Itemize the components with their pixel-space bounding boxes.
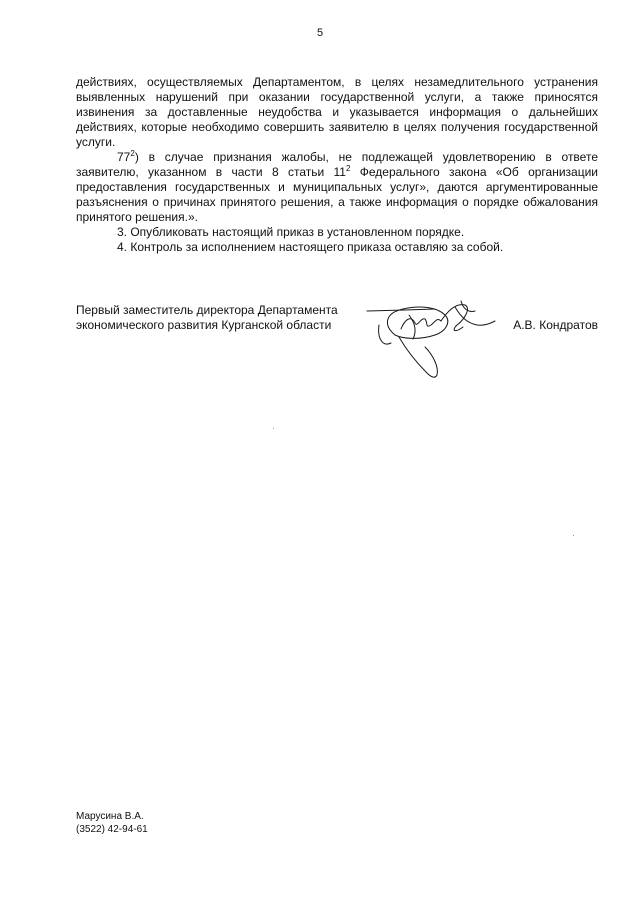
signatory-title-line1: Первый заместитель директора Департамента [76, 303, 338, 317]
item-number: 77 [117, 150, 131, 164]
document-body [76, 75, 598, 255]
item-superscript: 2 [130, 149, 135, 158]
scan-speck [573, 535, 574, 536]
signatory-title-line2: экономического развития Курганской области [76, 318, 332, 332]
paragraph-item-4: 4. Контроль за исполнением настоящего приказа оставляю за собой. [117, 240, 504, 254]
page-number: 5 [316, 27, 324, 39]
paragraph-item-3: 3. Опубликовать настоящий приказ в установленном порядке. [117, 225, 465, 239]
paragraph-item-77-2 [76, 150, 598, 225]
item-text-part1: ) в случае признания жалобы, не подлежащей удовлетворению в ответе заявителю, указанном в части 8 статьи 11 [76, 150, 598, 179]
executor-phone: (3522) 42-94-61 [76, 824, 148, 835]
article-superscript: 2 [345, 164, 351, 173]
item-text-part2: Федерального закона «Об организации предоставления государственных и муниципальных услуг», даются аргументированные разъяснения о причинах принятого решения, а также информация о порядке обжалования принятого решения.». [76, 165, 598, 224]
footer-executor [76, 810, 148, 836]
scan-speck [273, 428, 274, 429]
signatory-name: А.В. Кондратов [513, 318, 598, 332]
executor-name: Марусина В.А. [76, 811, 144, 822]
handwritten-signature [365, 295, 505, 385]
signatory-title [76, 303, 338, 333]
paragraph-continuation: действиях, осуществляемых Департаментом, в целях незамедлительного устранения выявленных нарушений при оказании государственной услуги, а также приносятся извинения за доставленные неудобства и указывается информация о дальнейших действиях, которые необходимо совершить заявителю в целях получения государственной услуги. [76, 75, 598, 149]
